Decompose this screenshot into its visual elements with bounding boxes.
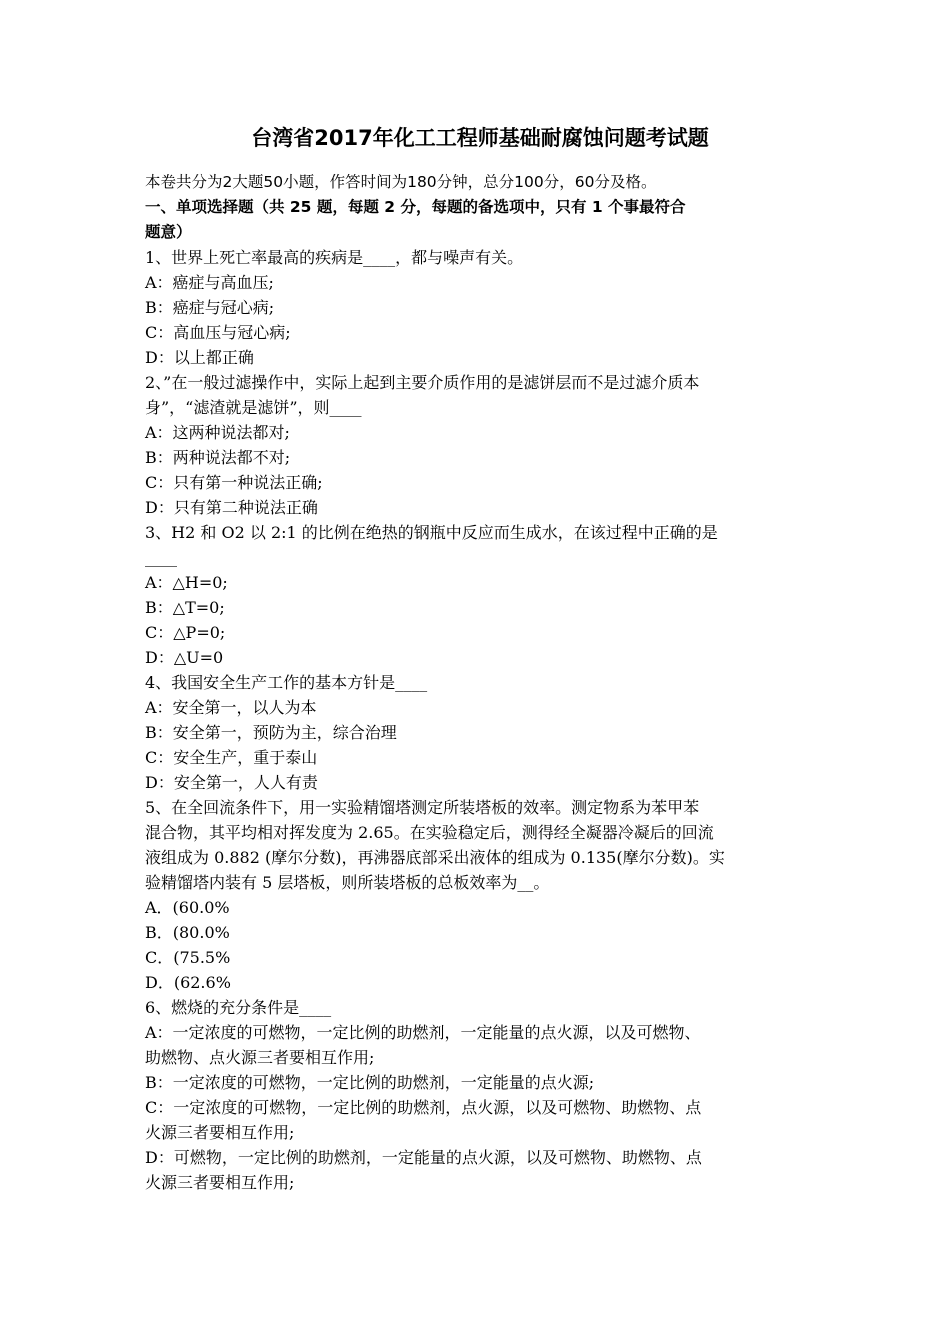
question-text: 2、”在一般过滤操作中，实际上起到主要介质作用的是滤饼层而不是过滤介质本 xyxy=(145,373,700,392)
answer-option: D：以上都正确 xyxy=(145,348,254,367)
question-text: ____ xyxy=(145,548,177,567)
question-text: 液组成为 0.882 (摩尔分数)，再沸器底部采出液体的组成为 0.135(摩尔分数)。实 xyxy=(145,848,725,867)
answer-option: A：这两种说法都对; xyxy=(145,423,290,442)
answer-option: B：安全第一，预防为主，综合治理 xyxy=(145,723,397,742)
section-heading: 一、单项选择题（共 25 题，每题 2 分，每题的备选项中，只有 1 个事最符合 xyxy=(145,198,686,216)
question-text: 6、燃烧的充分条件是____ xyxy=(145,998,332,1017)
answer-option: B．(80.0% xyxy=(145,923,230,942)
question-list xyxy=(145,245,815,1195)
answer-option: C：安全生产，重于泰山 xyxy=(145,748,318,767)
question-text: 4、我国安全生产工作的基本方针是____ xyxy=(145,673,428,692)
answer-option: B：△T=0; xyxy=(145,598,225,617)
section-heading-continued: 题意） xyxy=(145,223,192,241)
answer-option: 火源三者要相互作用; xyxy=(145,1123,295,1142)
document-page xyxy=(145,120,815,1195)
answer-option: 助燃物、点火源三者要相互作用; xyxy=(145,1048,375,1067)
answer-option: C：△P=0; xyxy=(145,623,226,642)
question-text: 混合物，其平均相对挥发度为 2.65。在实验稳定后，测得经全凝器冷凝后的回流 xyxy=(145,823,714,842)
question-text: 1、世界上死亡率最高的疾病是____，都与噪声有关。 xyxy=(145,248,524,267)
answer-option: D．(62.6% xyxy=(145,973,231,992)
answer-option: A：癌症与高血压; xyxy=(145,273,274,292)
exam-intro: 本卷共分为2大题50小题，作答时间为180分钟，总分100分，60分及格。 xyxy=(145,173,657,191)
document-title: 台湾省2017年化工工程师基础耐腐蚀问题考试题 xyxy=(251,126,709,150)
question-text: 验精馏塔内装有 5 层塔板，则所装塔板的总板效率为__。 xyxy=(145,873,550,892)
question-2 xyxy=(145,370,815,520)
answer-option: B：一定浓度的可燃物，一定比例的助燃剂，一定能量的点火源; xyxy=(145,1073,595,1092)
answer-option: A．(60.0% xyxy=(145,898,230,917)
question-text: 身”，“滤渣就是滤饼”，则____ xyxy=(145,398,362,417)
answer-option: C．(75.5% xyxy=(145,948,231,967)
question-3 xyxy=(145,520,815,670)
question-4 xyxy=(145,670,815,795)
answer-option: C：只有第一种说法正确; xyxy=(145,473,323,492)
answer-option: B：癌症与冠心病; xyxy=(145,298,275,317)
question-1 xyxy=(145,245,815,370)
question-6 xyxy=(145,995,815,1195)
answer-option: D：安全第一，人人有责 xyxy=(145,773,318,792)
question-text: 3、H2 和 O2 以 2:1 的比例在绝热的钢瓶中反应而生成水，在该过程中正确的是 xyxy=(145,523,718,542)
answer-option: A：安全第一，以人为本 xyxy=(145,698,317,717)
answer-option: A：一定浓度的可燃物，一定比例的助燃剂，一定能量的点火源，以及可燃物、 xyxy=(145,1023,701,1042)
answer-option: C：一定浓度的可燃物，一定比例的助燃剂，点火源，以及可燃物、助燃物、点 xyxy=(145,1098,702,1117)
question-5 xyxy=(145,795,815,995)
question-text: 5、在全回流条件下，用一实验精馏塔测定所装塔板的效率。测定物系为苯甲苯 xyxy=(145,798,700,817)
answer-option: D：可燃物，一定比例的助燃剂，一定能量的点火源，以及可燃物、助燃物、点 xyxy=(145,1148,702,1167)
answer-option: C：高血压与冠心病; xyxy=(145,323,291,342)
answer-option: D：只有第二种说法正确 xyxy=(145,498,318,517)
answer-option: B：两种说法都不对; xyxy=(145,448,291,467)
answer-option: 火源三者要相互作用; xyxy=(145,1173,295,1192)
answer-option: A：△H=0; xyxy=(145,573,228,592)
answer-option: D：△U=0 xyxy=(145,648,224,667)
